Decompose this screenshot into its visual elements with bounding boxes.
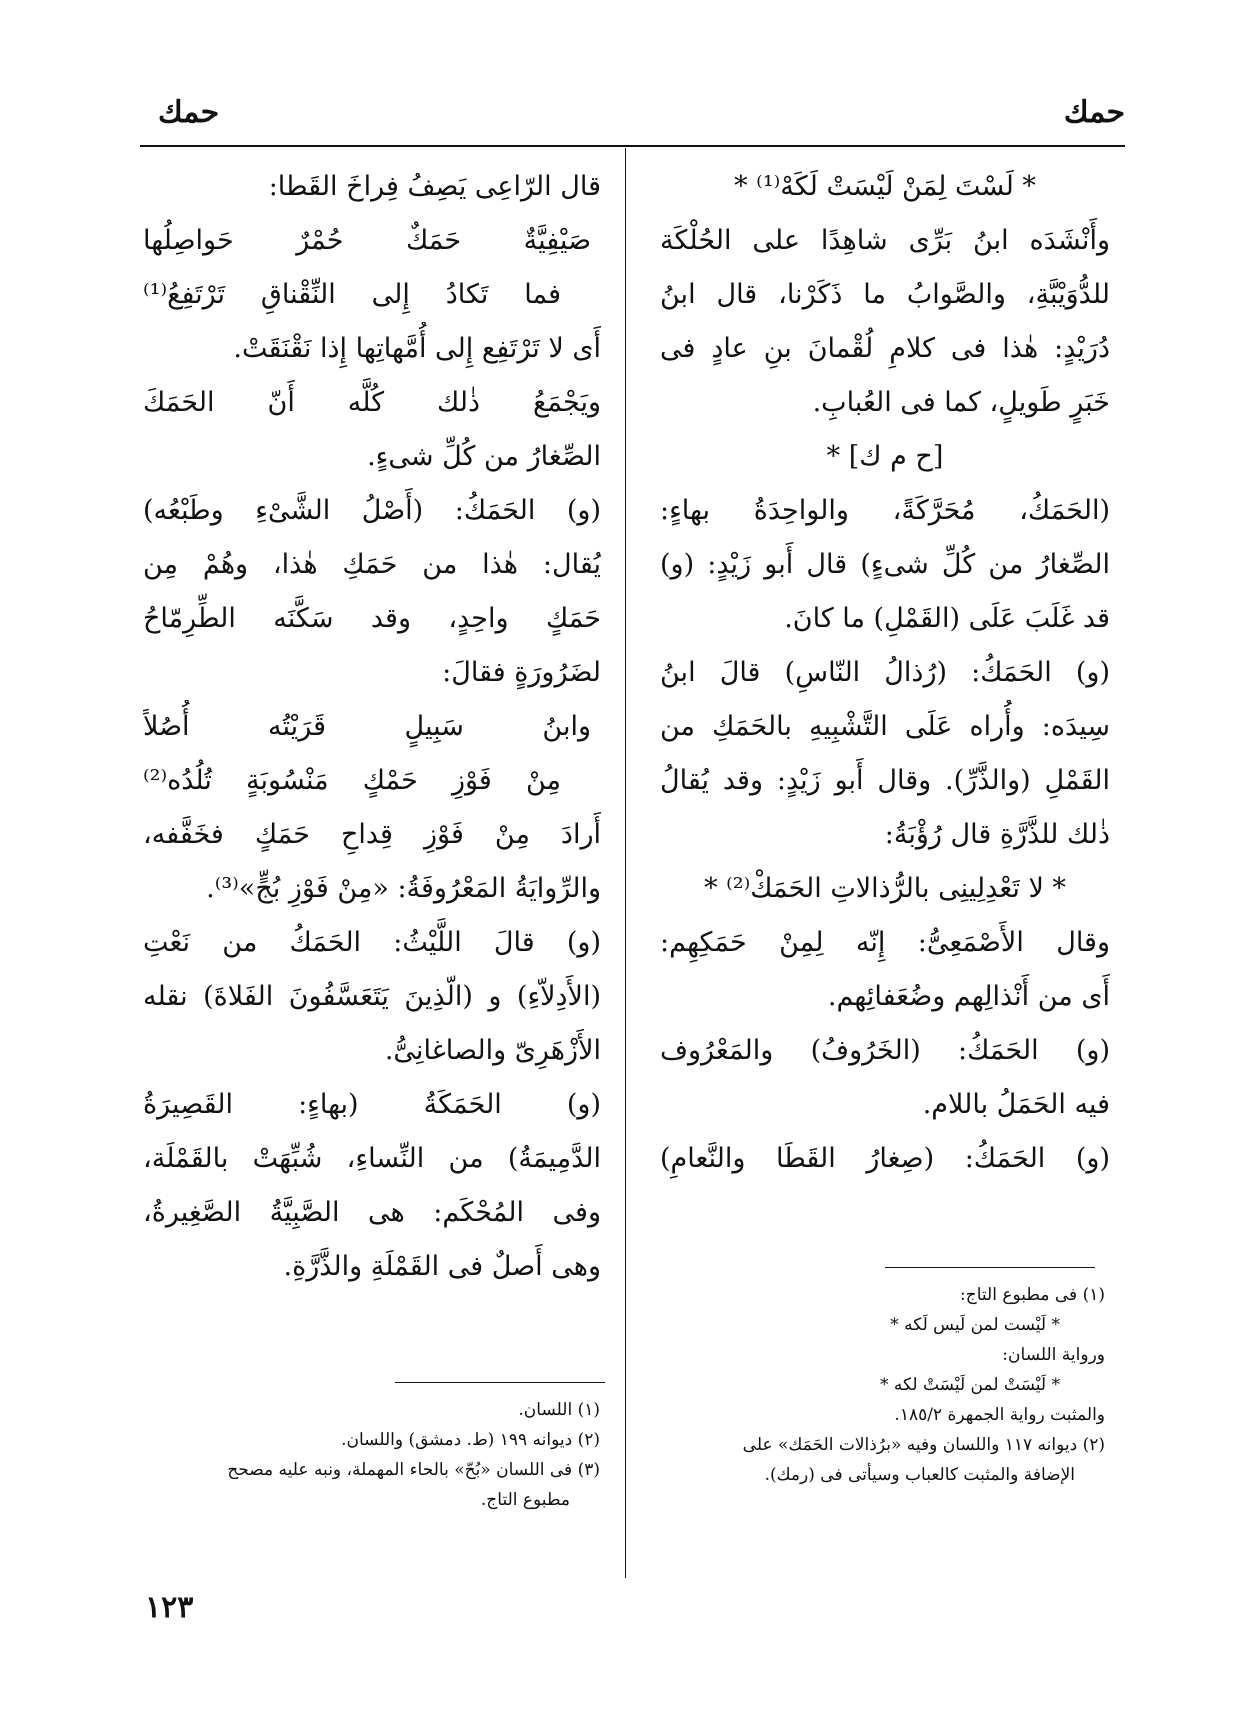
- text-line: الأَزْهَرِىّ والصاغانِىُّ.: [384, 1035, 601, 1066]
- text-line: (و) الحَمَكَةُ (بهاءٍ: القَصِيرَةُ: [143, 1089, 601, 1120]
- text-line: (و) الحَمَكُ: (رُذالُ النّاسِ) قالَ ابنُ: [660, 657, 1110, 688]
- text-line: القَمْلِ (والذَّرِّ). وقال أَبو زَيْدٍ: وقد يُقالُ: [660, 765, 1110, 796]
- text-line: (و) قالَ اللَّيْثُ: الحَمَكُ من نَعْتِ: [143, 927, 601, 958]
- text-line: والرِّوايَةُ المَعْرُوفَةُ: «مِنْ فَوْزِ بُجٍّ»⁽³⁾.: [206, 873, 601, 904]
- text-line: (و) الحَمَكُ: (أَصْلُ الشَّىْءِ وطَبْعُه): [143, 495, 601, 526]
- footnote-line: ورواية اللسان:: [1002, 1345, 1105, 1365]
- text-line: الصِّغارُ من كُلِّ شىءٍ.: [367, 441, 601, 472]
- footnotes-right: [655, 1280, 1105, 1490]
- column-divider: [625, 148, 626, 1578]
- text-line: وأَنْشَدَه ابنُ بَرِّى شاهِدًا على الحُلْكَة: [660, 225, 1110, 256]
- text-line: وهى أَصلٌ فى القَمْلَةِ والذَّرَّةِ.: [283, 1251, 601, 1282]
- footnote-line: (٢) ديوانه ١٩٩ (ط. دمشق) واللسان.: [341, 1430, 600, 1450]
- text-line: لضَرُورَةٍ فقالَ:: [442, 657, 601, 688]
- text-line: (و) الحَمَكُ: (الخَرُوفُ) والمَعْرُوف: [660, 1035, 1110, 1066]
- footnote-line: الإضافة والمثبت كالعباب وسيأتى فى (رمك).: [764, 1465, 1075, 1485]
- text-line: (الأَدِلاّءِ) و (الّذِينَ يَتَعَسَّفُونَ الفَلاةَ) نقله: [143, 981, 601, 1012]
- text-line: خَبَرٍ طَويلٍ، كما فى العُبابِ.: [812, 387, 1110, 418]
- verse-line: مِنْ فَوْزِ حَمْكٍ مَنْسُوبَةٍ تُلُدُه⁽²⁾: [143, 765, 561, 796]
- right-column: [660, 160, 1110, 1186]
- text-line: وفى المُحْكَم: هى الصَّبِيَّةُ الصَّغِيرةُ،: [143, 1197, 601, 1228]
- text-line: أَى من أَنْذالِهم وضُعَفائِهم.: [827, 981, 1110, 1012]
- text-line: يُقال: هٰذا من حَمَكِ هٰذا، وهُمْ مِن: [143, 549, 601, 580]
- footnote-rule-left: [395, 1382, 605, 1383]
- footnote-line: (٢) ديوانه ١١٧ واللسان وفيه «برُذالات الحَمَك» على: [742, 1435, 1105, 1455]
- text-line: قال الرّاعِى يَصِفُ فِراخَ القَطا:: [268, 171, 601, 202]
- footnote-line: (١) فى مطبوع التاج:: [960, 1285, 1105, 1305]
- verse-line: * لا تَعْدِلِينِى بالرُّذالاتِ الحَمَكْ⁽²⁾ *: [704, 873, 1066, 904]
- text-line: ويَجْمَعُ ذٰلك كُلَّه أَنّ الحَمَكَ: [143, 387, 601, 418]
- verse-line: صَيْفِيَّةٌ حَمَكٌ حُمْرٌ حَواصِلُها: [143, 225, 591, 256]
- footnotes-left: [140, 1395, 600, 1515]
- footnote-line: (٣) فى اللسان «بُحّ» بالحاء المهملة، ونبه عليه مصحح: [227, 1460, 600, 1480]
- text-line: أَى لا تَرْتَفِع إِلى أُمَّهاتِها إِذا نَقْنَقَتْ.: [233, 333, 601, 364]
- text-line: (و) الحَمَكُ: (صِغارُ القَطَا والنَّعامِ): [660, 1143, 1110, 1174]
- verse-line: * لَسْتَ لِمَنْ لَيْسَتْ لَكَهْ⁽¹⁾ *: [734, 171, 1036, 202]
- text-line: قد غَلَبَ عَلَى (القَمْلِ) ما كانَ.: [784, 603, 1110, 634]
- text-line: أَرادَ مِنْ فَوْزِ قِداحِ حَمَكٍ فخَفَّفه،: [143, 819, 601, 850]
- page-number: ١٢٣: [145, 1590, 194, 1625]
- header-headword-left: حمك: [158, 95, 220, 130]
- text-line: للدُّوَيْبَّةِ، والصَّوابُ ما ذَكَرْنا، قال ابنُ: [660, 279, 1110, 310]
- footnote-line: والمثبت رواية الجمهرة ١٨٥/٢.: [894, 1405, 1105, 1425]
- footnote-verse: * لَيْست لمن لَيس لَكه *: [890, 1315, 1060, 1335]
- text-line: فيه الحَمَلُ باللام.: [922, 1089, 1110, 1120]
- text-line: ذٰلك للذَّرَّةِ قال رُؤْبَةُ:: [884, 819, 1110, 850]
- running-header: [140, 95, 1125, 147]
- header-headword-right: حمك: [1063, 95, 1125, 130]
- text-line: سِيدَه: وأُراه عَلَى التَّشْبِيهِ بالحَمَكِ من: [660, 711, 1110, 742]
- verse-line: وابنُ سَبِيلٍ قَرَيْتُه أُصُلاً: [143, 711, 591, 742]
- text-line: حَمَكٍ واحِدٍ، وقد سَكَّنَه الطِّرِمّاحُ: [143, 603, 601, 634]
- left-column: [143, 160, 601, 1294]
- footnote-rule-right: [885, 1267, 1095, 1268]
- text-line: دُرَيْدٍ: هٰذا فى كلامِ لُقْمانَ بنِ عادٍ فى: [660, 333, 1110, 364]
- footnote-line: مطبوع التاج.: [480, 1490, 570, 1510]
- text-line: الدَّمِيمَةُ) من النِّساءِ، شُبِّهَتْ بالقَمْلَة،: [143, 1143, 601, 1174]
- footnote-line: (١) اللسان.: [518, 1400, 600, 1420]
- text-line: وقال الأَصْمَعِىُّ: إِنّه لِمِنْ حَمَكِهِم:: [660, 927, 1110, 958]
- text-line: الصِّغارُ من كُلِّ شىءٍ) قال أَبو زَيْدٍ: (و): [660, 549, 1110, 580]
- verse-line: فما تَكادُ إِلى النِّقْناقِ تَرْتَفِعُ⁽¹⁾: [143, 279, 561, 310]
- text-line: (الحَمَكُ، مُحَرَّكَةً، والواحِدَةُ بهاءٍ:: [660, 495, 1110, 526]
- entry-heading: [ح م ك] *: [826, 441, 944, 472]
- footnote-verse: * لَيْسَتْ لمن لَيْسَتْ لكه *: [880, 1375, 1060, 1395]
